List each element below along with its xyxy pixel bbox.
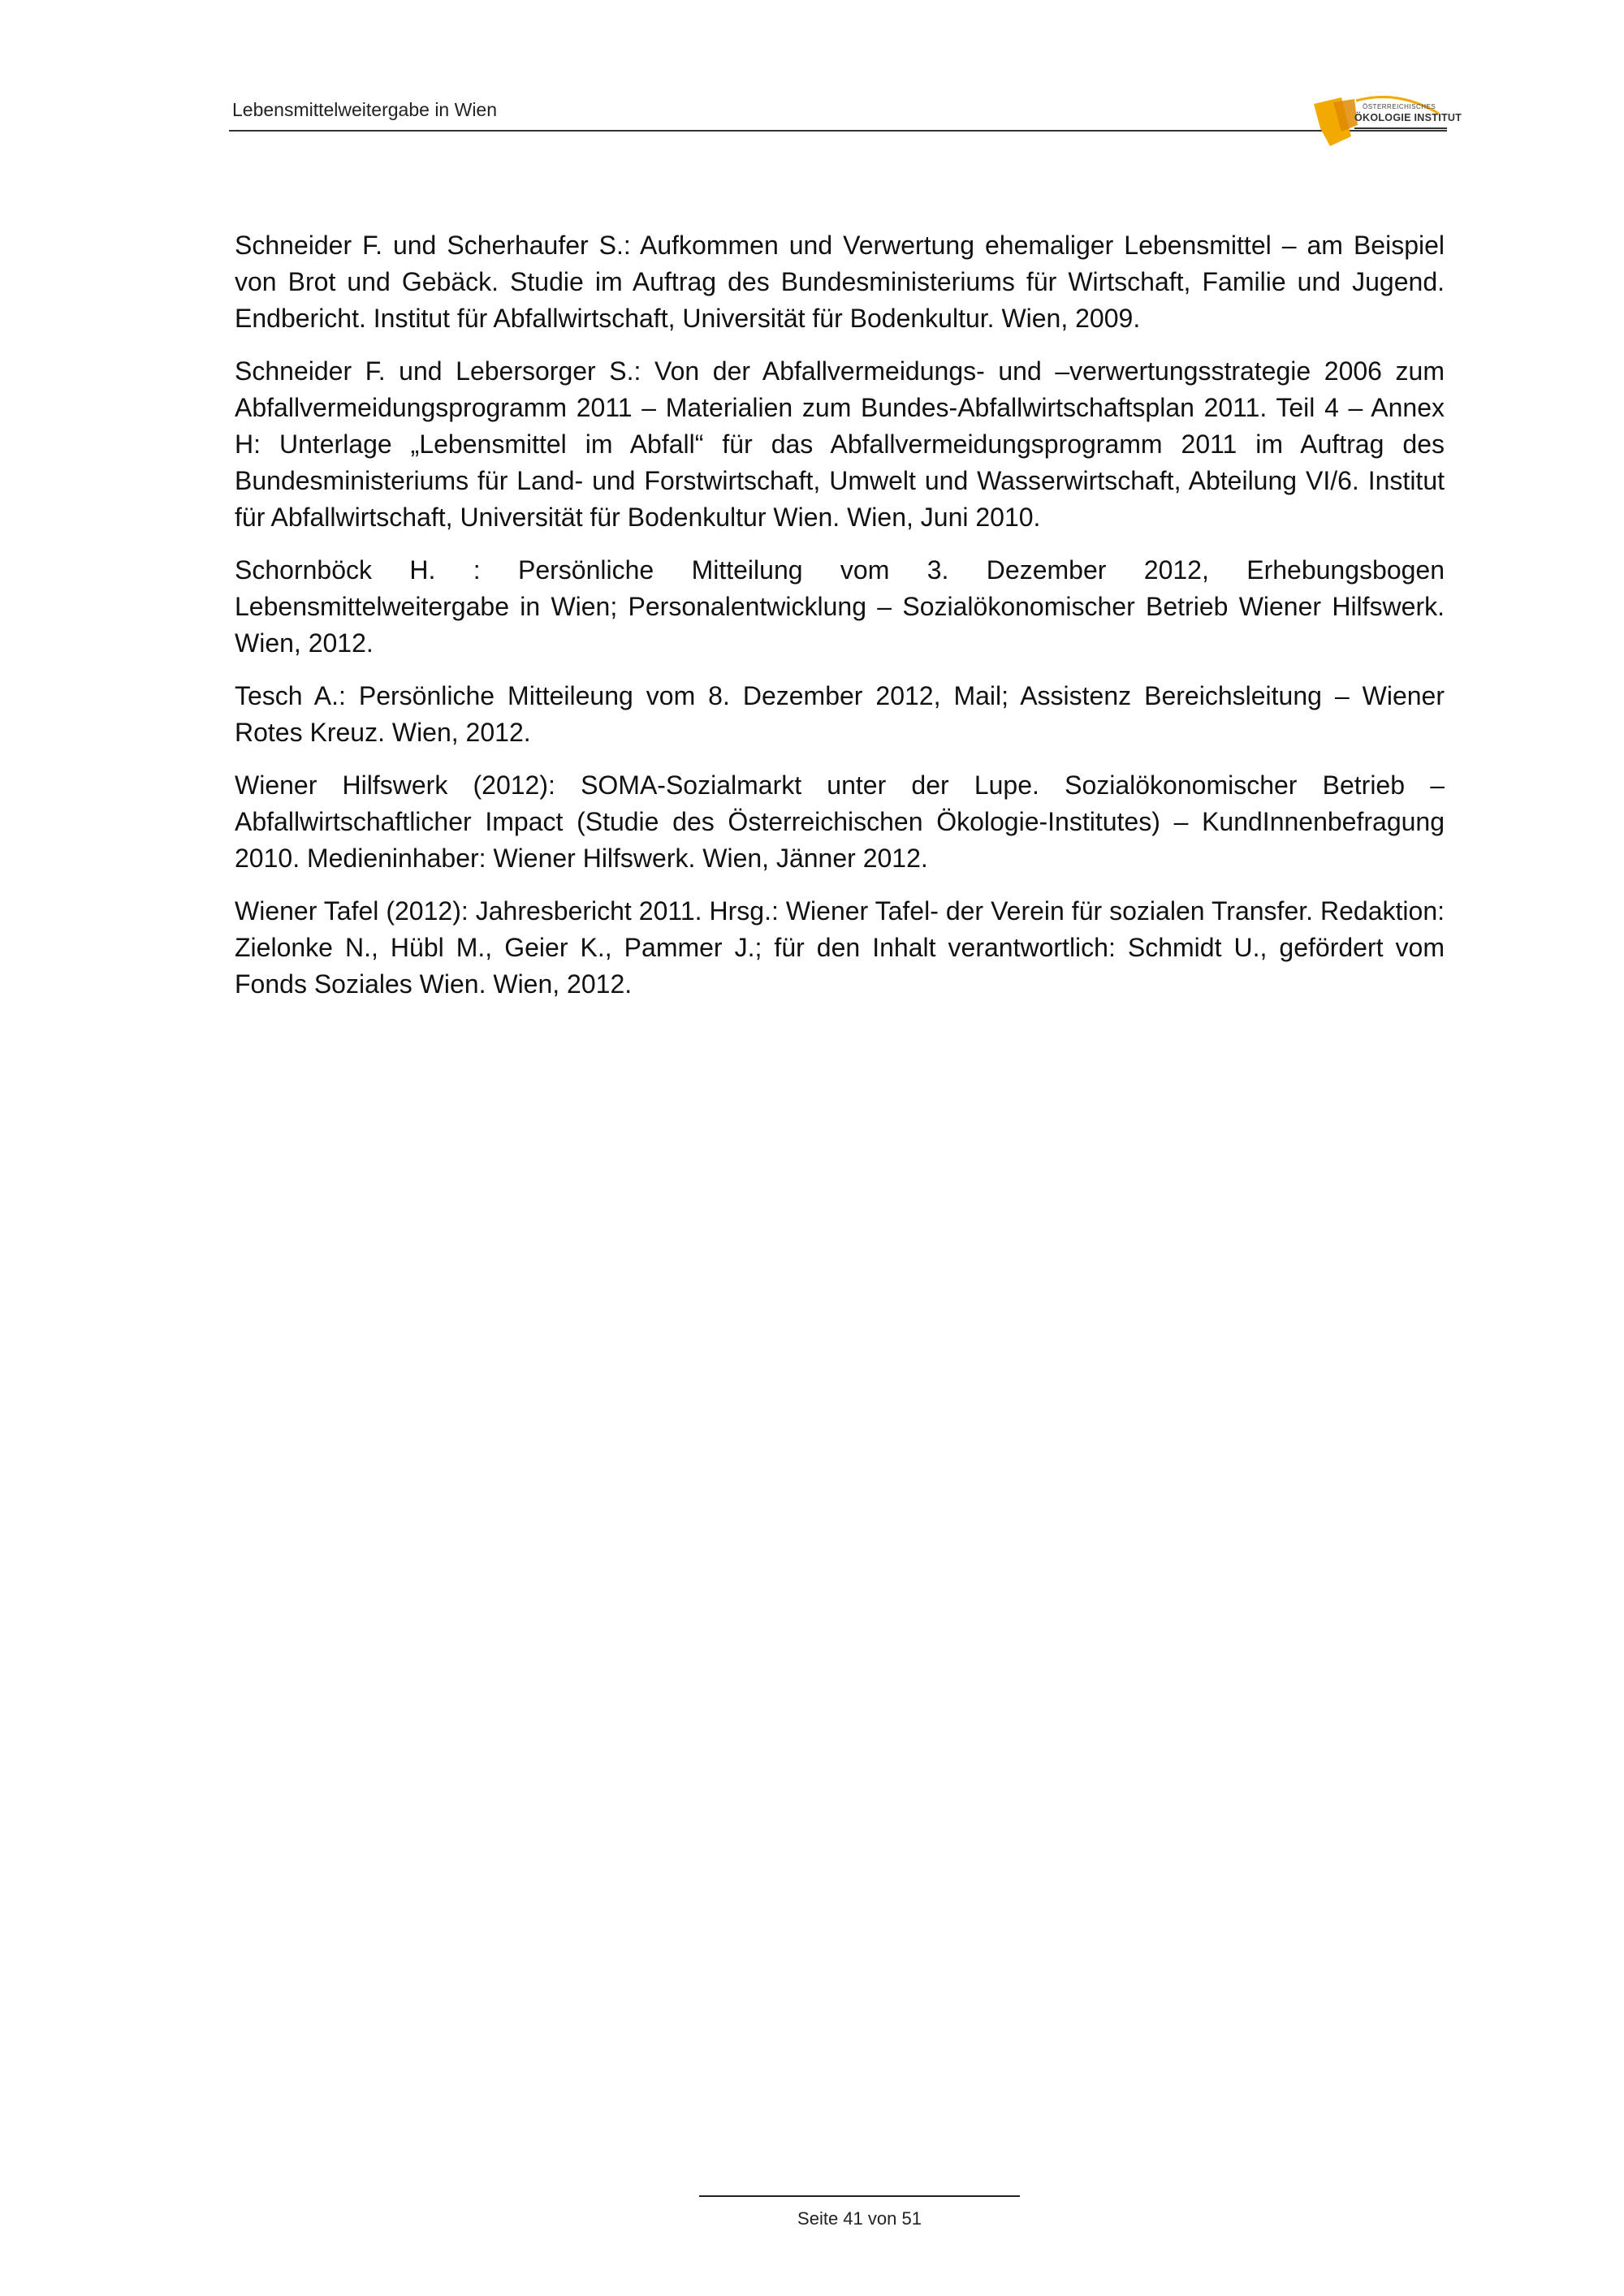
reference-entry: Wiener Hilfswerk (2012): SOMA-Sozialmarkt unter der Lupe. Sozialökonomischer Betrieb – Abfallwirtschaftlicher Impact (Studie des Österreichischen Ökologie-Institutes) – KundInnenbefragung 2010. Medieninhaber: Wiener Hilfswerk. Wien, Jänner 2012.	[235, 770, 1445, 873]
reference-entry: Wiener Tafel (2012): Jahresbericht 2011. Hrsg.: Wiener Tafel- der Verein für sozialen Transfer. Redaktion: Zielonke N., Hübl M., Geier K., Pammer J.; für den Inhalt verantwortlich: Schmidt U., gefördert vom Fonds Soziales Wien. Wien, 2012.	[235, 896, 1445, 999]
page-header	[229, 97, 1462, 138]
reference-entry: Schneider F. und Lebersorger S.: Von der Abfallvermeidungs- und –verwertungsstrategie 2006 zum Abfallvermeidungsprogramm 2011 – Materialien zum Bundes-Abfallwirtschaftsplan 2011. Teil 4 – Annex H: Unterlage „Lebensmittel im Abfall“ für das Abfallvermeidungsprogramm 2011 im Auftrag des Bundesministeriums für Land- und Forstwirtschaft, Umwelt und Wasserwirtschaft, Abteilung VI/6. Institut für Abfallwirtschaft, Universität für Bodenkultur Wien. Wien, Juni 2010.	[235, 356, 1445, 532]
header-divider	[229, 130, 1447, 132]
page-footer	[699, 2195, 1020, 2229]
logo-line-1: ÖSTERREICHISCHES	[1363, 103, 1436, 110]
reference-list	[235, 227, 1445, 1019]
reference-entry: Schneider F. und Scherhaufer S.: Aufkommen und Verwertung ehemaliger Lebensmittel – am Beispiel von Brot und Gebäck. Studie im Auftrag des Bundesministeriums für Wirtschaft, Familie und Jugend. Endbericht. Institut für Abfallwirtschaft, Universität für Bodenkultur. Wien, 2009.	[235, 231, 1445, 333]
header-title: Lebensmittelweitergabe in Wien	[232, 99, 498, 120]
oekologie-institut-logo	[1309, 93, 1462, 151]
reference-entry: Tesch A.: Persönliche Mitteileung vom 8. Dezember 2012, Mail; Assistenz Bereichsleitung – Wiener Rotes Kreuz. Wien, 2012.	[235, 681, 1445, 747]
page-number: Seite 41 von 51	[797, 2208, 922, 2229]
logo-line-2: ÖKOLOGIE INSTITUT	[1354, 112, 1462, 123]
footer-divider	[699, 2195, 1020, 2197]
reference-entry: Schornböck H. : Persönliche Mitteilung vom 3. Dezember 2012, Erhebungsbogen Lebensmittelweitergabe in Wien; Personalentwicklung – Sozialökonomischer Betrieb Wiener Hilfswerk. Wien, 2012.	[235, 555, 1445, 658]
